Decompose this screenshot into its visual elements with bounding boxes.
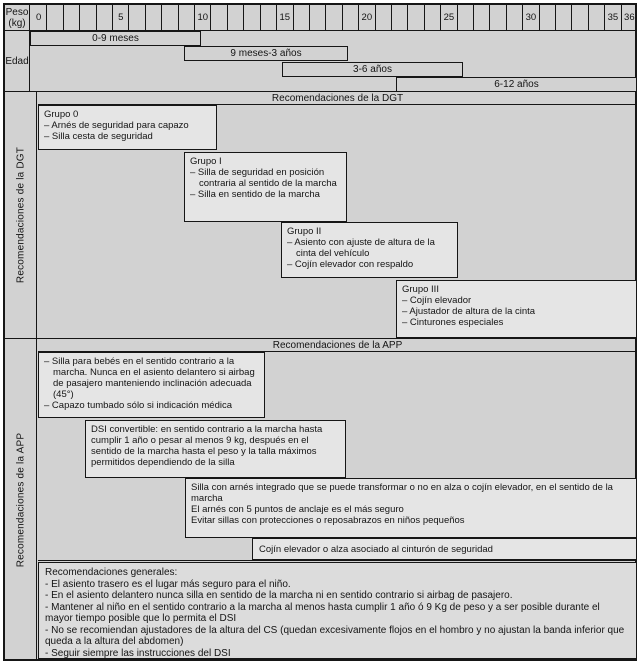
dgt-group-title: Grupo III	[402, 284, 439, 295]
weight-tick	[425, 5, 441, 30]
dgt-group-item: – Asiento con ajuste de altura de la cinta del vehículo	[287, 237, 435, 259]
weight-tick-label: 20	[359, 5, 375, 30]
weight-tick	[80, 5, 96, 30]
weight-tick-label: 15	[277, 5, 293, 30]
general-recommendation-item: - No se recomiendan ajustadores de la altura del CS (quedan excesivamente flojos en el hombro y no ajustan la banda inferior que queda a la altura del abdomen)	[45, 624, 625, 647]
dgt-group-box	[396, 280, 637, 338]
app-recommendation-line: Silla con arnés integrado que se puede transformar o no en alza o cojín elevador, en el sentido de la marcha	[191, 482, 613, 504]
weight-tick	[162, 5, 178, 30]
general-recommendations-box	[38, 562, 637, 659]
app-staircase-bottom-line	[38, 560, 637, 561]
weight-tick-label: 10	[195, 5, 211, 30]
weight-tick	[376, 5, 392, 30]
age-band: 9 meses-3 años	[184, 46, 348, 61]
weight-tick	[211, 5, 227, 30]
weight-tick	[228, 5, 244, 30]
dgt-sidebar-label: Recomendaciones de la DGT	[15, 146, 26, 284]
dgt-group-item: – Silla de seguridad en posición contraria al sentido de la marcha	[190, 167, 337, 189]
age-band: 6-12 años	[396, 77, 637, 92]
dgt-group-item: – Arnés de seguridad para capazo	[44, 120, 189, 131]
weight-tick	[97, 5, 113, 30]
dgt-group-title: Grupo 0	[44, 109, 79, 120]
age-band: 0-9 meses	[30, 31, 201, 46]
app-recommendation-box	[38, 352, 265, 418]
weight-tick	[589, 5, 605, 30]
weight-tick	[261, 5, 277, 30]
weight-tick	[490, 5, 506, 30]
app-sidebar-label: Recomendaciones de la APP	[15, 432, 26, 568]
general-recommendation-item: - El asiento trasero es el lugar más seguro para el niño.	[45, 578, 291, 590]
weight-tick	[392, 5, 408, 30]
weight-tick	[47, 5, 63, 30]
weight-tick	[244, 5, 260, 30]
weight-tick	[474, 5, 490, 30]
weight-axis-label	[5, 5, 30, 30]
dgt-sidebar	[5, 92, 37, 338]
app-recommendation-box	[252, 538, 637, 560]
weight-tick-label: 30	[523, 5, 539, 30]
weight-axis-label-bottom: (kg)	[8, 17, 26, 29]
weight-tick	[507, 5, 523, 30]
app-recommendation-line: – Capazo tumbado sólo si indicación médica	[44, 400, 232, 411]
general-recommendation-item: - En el asiento delantero nunca silla en sentido de la marcha ni en sentido contrario si airbag de pasajero.	[45, 590, 513, 601]
weight-tick-label: 0	[31, 5, 47, 30]
weight-tick	[458, 5, 474, 30]
app-recommendation-box	[185, 478, 637, 538]
dgt-group-item: – Ajustador de altura de la cinta	[402, 306, 536, 317]
general-recommendation-item: - Mantener al niño en el sentido contrario a la marcha al menos hasta cumplir 1 año ó 9 Kg de peso y a ser posible durante el mayor tiempo posible que lo permita el DSI	[45, 601, 600, 624]
weight-scale	[31, 5, 637, 30]
app-recommendation-box	[85, 420, 346, 478]
dgt-group-item: – Silla en sentido de la marcha	[190, 189, 320, 200]
general-recommendations-title: Recomendaciones generales:	[45, 567, 178, 578]
weight-tick	[146, 5, 162, 30]
app-recommendation-line: El arnés con 5 puntos de anclaje es el más seguro	[191, 504, 404, 515]
weight-tick	[310, 5, 326, 30]
age-axis-label-text: Edad	[5, 55, 29, 67]
dgt-group-item: – Cojín elevador con respaldo	[287, 259, 414, 270]
dgt-header: Recomendaciones de la DGT	[38, 92, 637, 105]
dgt-group-title: Grupo II	[287, 226, 322, 237]
weight-tick	[556, 5, 572, 30]
app-sidebar	[5, 339, 37, 661]
weight-tick	[408, 5, 424, 30]
app-recommendation-line: Cojín elevador o alza asociado al cinturón de seguridad	[259, 543, 493, 555]
dgt-group-item: – Cojín elevador	[402, 295, 472, 306]
dgt-group-box	[38, 105, 217, 150]
weight-tick	[343, 5, 359, 30]
weight-tick-label: 35	[605, 5, 621, 30]
general-recommendations-items	[45, 579, 630, 660]
weight-tick	[540, 5, 556, 30]
age-band: 3-6 años	[282, 62, 463, 77]
dgt-group-box	[184, 152, 347, 222]
dgt-group-item: – Silla cesta de seguridad	[44, 131, 153, 142]
dgt-group-item: – Cinturones especiales	[402, 317, 504, 328]
age-axis-label	[5, 31, 30, 91]
dgt-group-title: Grupo I	[190, 156, 222, 167]
dgt-group-box	[281, 222, 458, 278]
weight-tick	[326, 5, 342, 30]
app-header: Recomendaciones de la APP	[38, 339, 637, 352]
app-recommendation-line: DSI convertible: en sentido contrario a la marcha hasta cumplir 1 año o pesar al menos 9 kg, después en el sentido de la marcha hasta el peso y la talla máximos permitidos dependiendo de la silla	[91, 424, 323, 468]
app-recommendation-line: Evitar sillas con protecciones o reposabrazos en niños pequeños	[191, 515, 465, 526]
weight-tick	[294, 5, 310, 30]
weight-tick	[64, 5, 80, 30]
weight-tick-label: 36	[624, 12, 635, 23]
weight-tick-label: 25	[441, 5, 457, 30]
weight-tick	[572, 5, 588, 30]
weight-tick	[179, 5, 195, 30]
app-recommendation-line: – Silla para bebés en el sentido contrario a la marcha. Nunca en el asiento delantero si airbag de pasajero manteniendo inclinación adecuada (45°)	[44, 356, 255, 400]
weight-tick	[129, 5, 145, 30]
general-recommendation-item: - Seguir siempre las instrucciones del DSI	[45, 647, 231, 659]
weight-axis-label-top: Peso	[5, 6, 29, 18]
weight-tick-label: 5	[113, 5, 129, 30]
